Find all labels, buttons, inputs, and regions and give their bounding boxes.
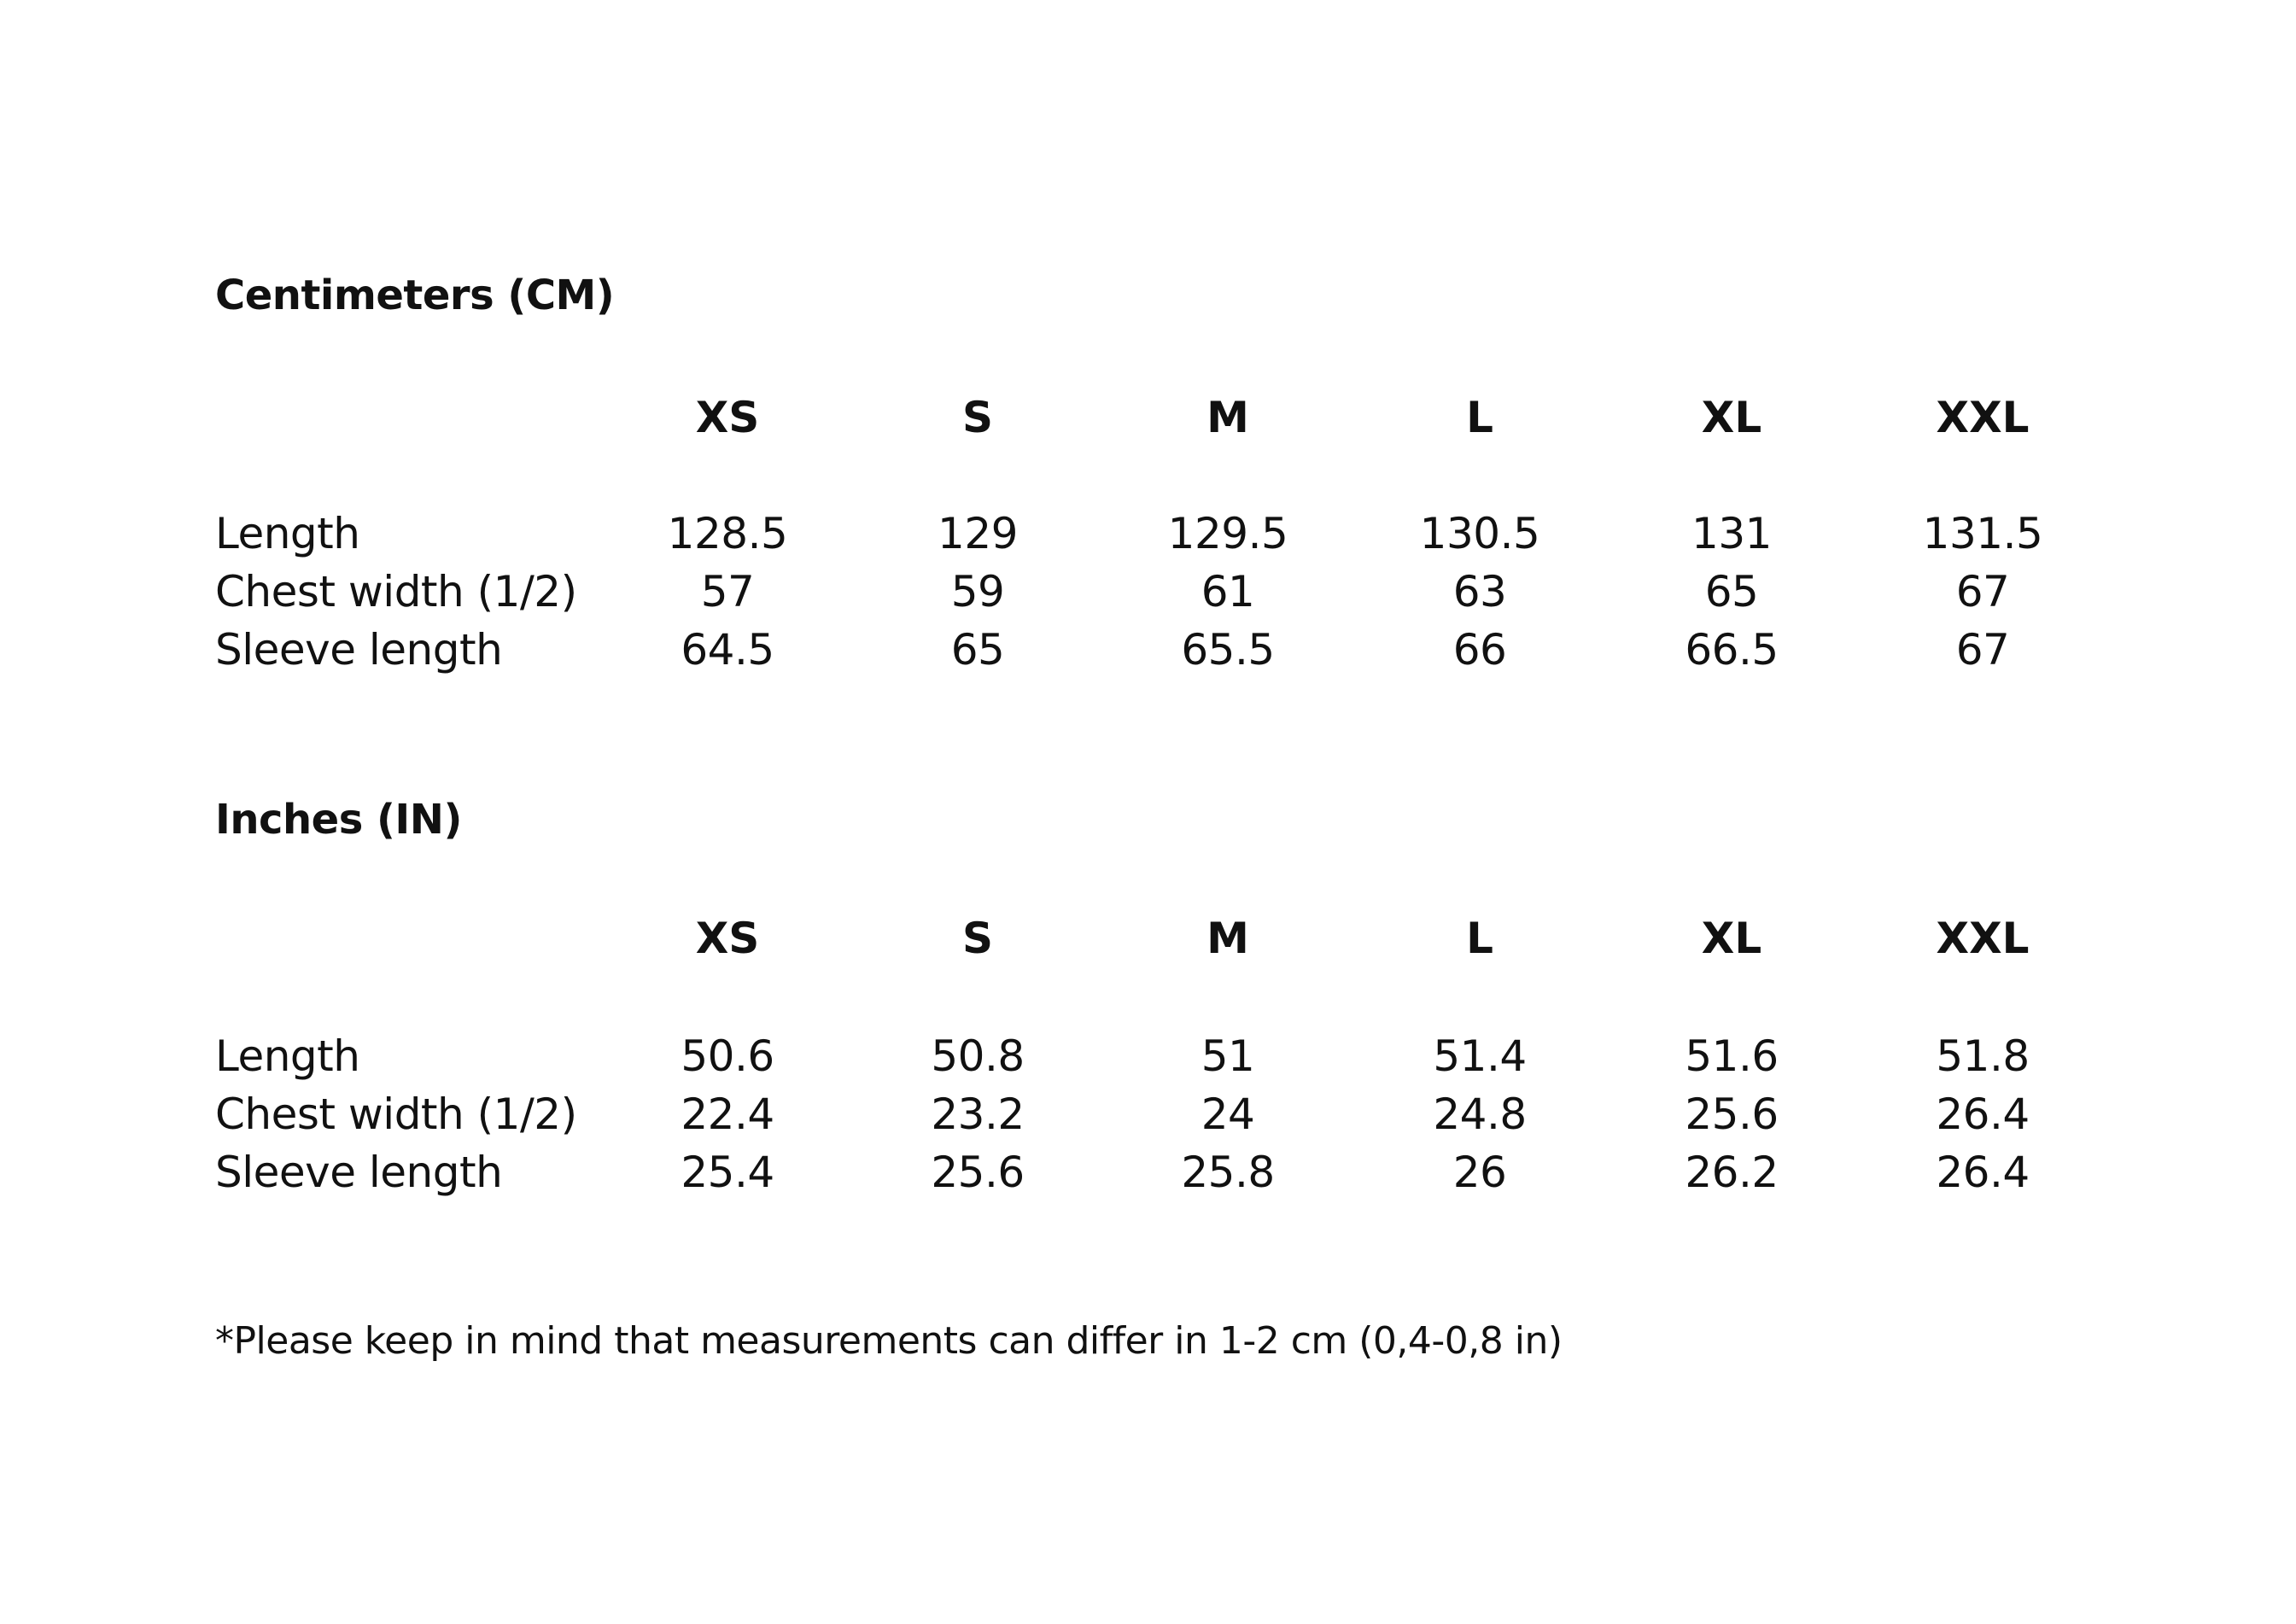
table-cell: 51 <box>1201 1031 1255 1081</box>
row-label-sleeve-length: Sleeve length <box>215 1148 503 1197</box>
table-cell: 129.5 <box>1167 509 1288 558</box>
table-cell: 65.5 <box>1181 625 1275 675</box>
size-header-l: L <box>1466 393 1493 442</box>
table-cell: 25.8 <box>1181 1148 1275 1197</box>
table-cell: 65 <box>1704 567 1759 616</box>
table-cell: 26 <box>1452 1148 1507 1197</box>
table-cell: 64.5 <box>681 625 774 675</box>
size-header-xs: XS <box>695 914 760 963</box>
size-header-xl: XL <box>1701 393 1762 442</box>
table-cell: 59 <box>950 567 1005 616</box>
table-cell: 50.6 <box>681 1031 774 1081</box>
measurement-note: *Please keep in mind that measurements can differ in 1-2 cm (0,4-0,8 in) <box>215 1319 1563 1363</box>
table-cell: 65 <box>950 625 1005 675</box>
size-header-m: M <box>1206 914 1249 963</box>
table-cell: 67 <box>1955 625 2010 675</box>
size-header-l: L <box>1466 914 1493 963</box>
section-title-cm: Centimeters (CM) <box>215 272 615 319</box>
table-cell: 129 <box>938 509 1018 558</box>
table-cell: 50.8 <box>931 1031 1025 1081</box>
table-cell: 51.6 <box>1685 1031 1779 1081</box>
table-cell: 26.4 <box>1936 1148 2030 1197</box>
size-header-xl: XL <box>1701 914 1762 963</box>
table-cell: 130.5 <box>1419 509 1540 558</box>
size-header-s: S <box>961 914 994 963</box>
size-header-s: S <box>961 393 994 442</box>
size-header-xxl: XXL <box>1936 914 2030 963</box>
table-cell: 131.5 <box>1922 509 2043 558</box>
table-cell: 26.2 <box>1685 1148 1779 1197</box>
table-cell: 24 <box>1201 1089 1255 1139</box>
table-cell: 22.4 <box>681 1089 774 1139</box>
size-header-m: M <box>1206 393 1249 442</box>
table-cell: 66 <box>1452 625 1507 675</box>
table-cell: 24.8 <box>1433 1089 1527 1139</box>
table-cell: 51.8 <box>1936 1031 2030 1081</box>
row-label-chest-width: Chest width (1/2) <box>215 567 577 616</box>
table-cell: 67 <box>1955 567 2010 616</box>
row-label-length: Length <box>215 1031 360 1081</box>
table-cell: 25.6 <box>931 1148 1025 1197</box>
table-cell: 63 <box>1452 567 1507 616</box>
table-cell: 61 <box>1201 567 1255 616</box>
table-cell: 26.4 <box>1936 1089 2030 1139</box>
table-cell: 131 <box>1691 509 1772 558</box>
table-cell: 51.4 <box>1433 1031 1527 1081</box>
row-label-sleeve-length: Sleeve length <box>215 625 503 675</box>
row-label-chest-width: Chest width (1/2) <box>215 1089 577 1139</box>
table-cell: 25.6 <box>1685 1089 1779 1139</box>
section-title-in: Inches (IN) <box>215 796 462 844</box>
size-header-xs: XS <box>695 393 760 442</box>
table-cell: 23.2 <box>931 1089 1025 1139</box>
table-cell: 57 <box>700 567 755 616</box>
table-cell: 25.4 <box>681 1148 774 1197</box>
table-cell: 66.5 <box>1685 625 1779 675</box>
row-label-length: Length <box>215 509 360 558</box>
size-header-xxl: XXL <box>1936 393 2030 442</box>
table-cell: 128.5 <box>667 509 788 558</box>
